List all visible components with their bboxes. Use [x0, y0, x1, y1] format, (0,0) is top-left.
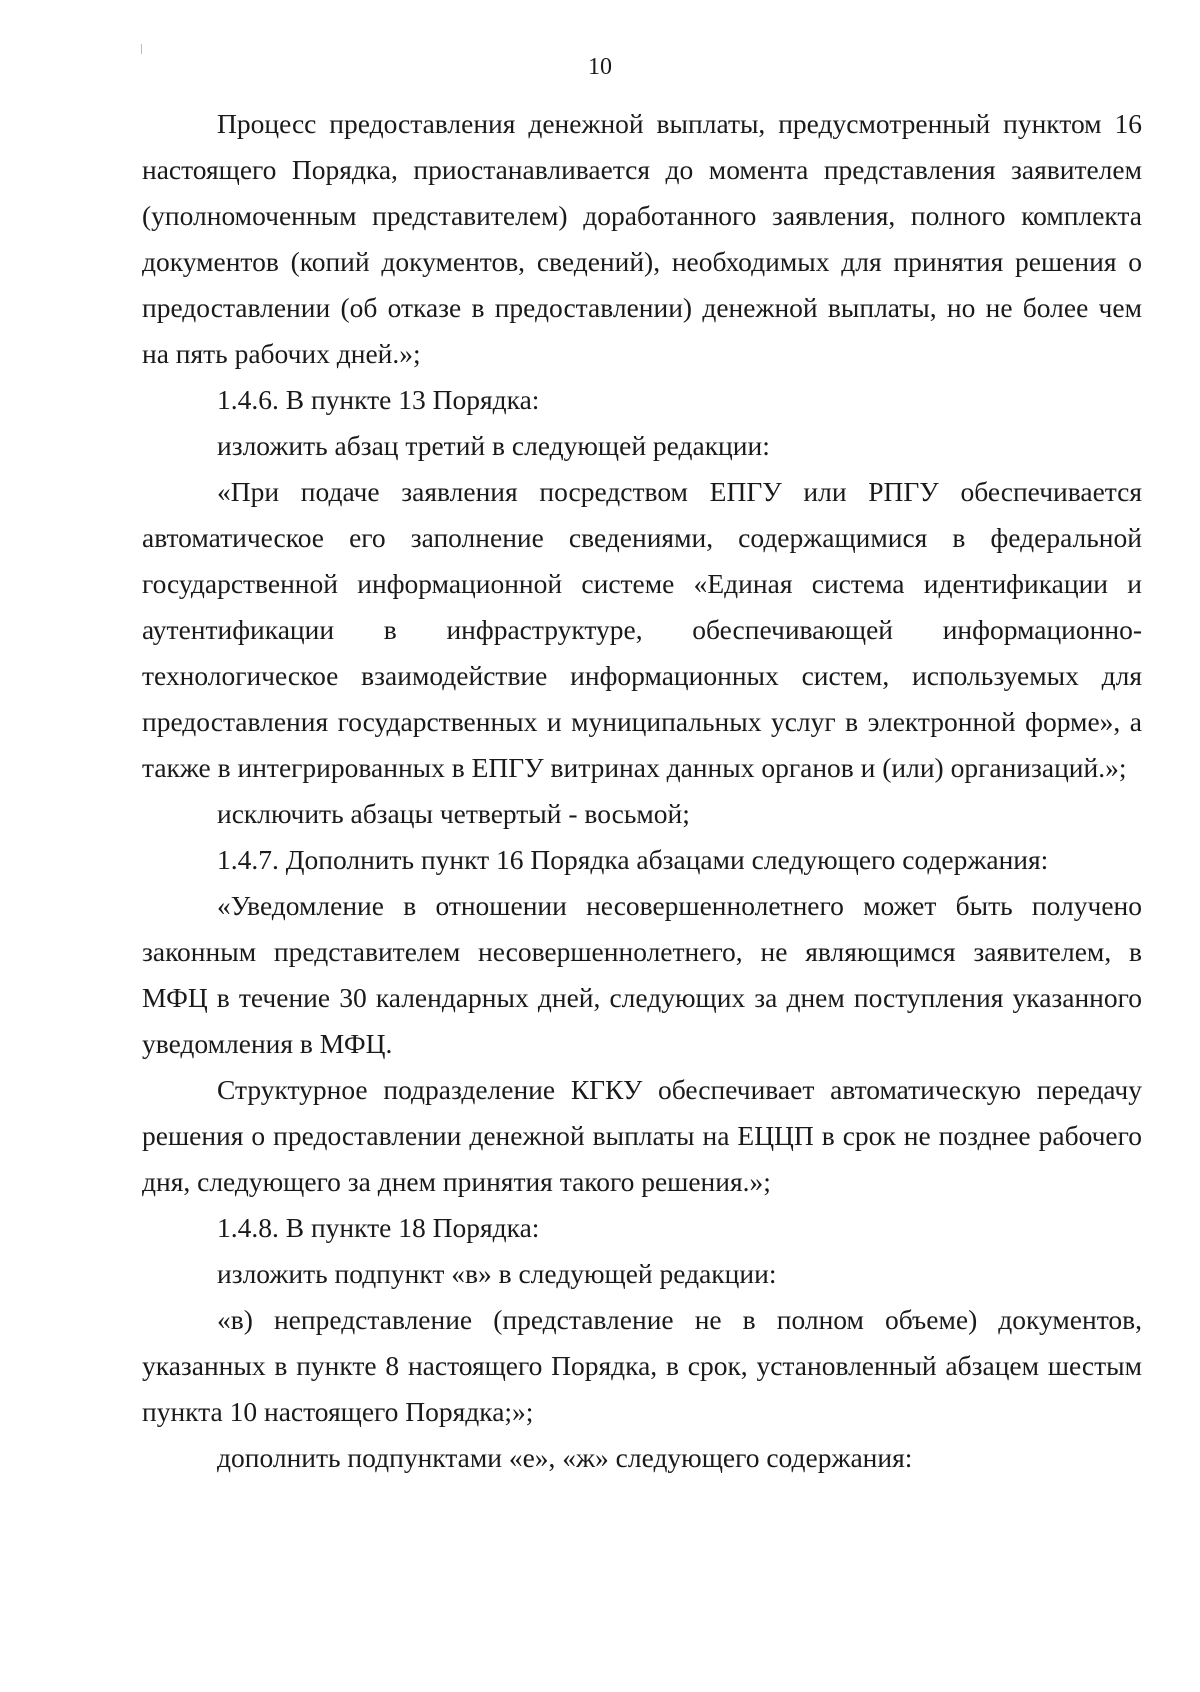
document-body	[142, 101, 1142, 1481]
paragraph-exclude-abzacs: исключить абзацы четвертый - восьмой;	[217, 798, 690, 829]
paragraph-1-4-6-heading: 1.4.6. В пункте 13 Порядка:	[217, 384, 540, 415]
paragraph-amend-subclause-v: изложить подпункт «в» в следующей редакции:	[217, 1258, 777, 1289]
paragraph-epgu-autofill: «При подаче заявления посредством ЕПГУ или РПГУ обеспечивается автоматическое его заполнение сведениями, содержащимися в федеральной государственной информационной системе «Единая система идентификации и аутентификации в инфраструктуре, обеспечивающей информационно-технологическое взаимодействие информационных систем, используемых для предоставления государственных и муниципальных услуг в электронной форме», а также в интегрированных в ЕПГУ витринах данных органов и (или) организаций.»;	[142, 476, 1142, 783]
paragraph-suspension-process: Процесс предоставления денежной выплаты, предусмотренный пунктом 16 настоящего Порядка, приостанавливается до момента представления заявителем (уполномоченным представителем) доработанного заявления, полного комплекта документов (копий документов, сведений), необходимых для принятия решения о предоставлении (об отказе в предоставлении) денежной выплаты, но не более чем на пять рабочих дней.»;	[142, 108, 1142, 369]
paragraph-subclause-v-text: «в) непредставление (представление не в полном объеме) документов, указанных в пункте 8 настоящего Порядка, в срок, установленный абзацем шестым пункта 10 настоящего Порядка;»;	[142, 1304, 1142, 1427]
page-number: 10	[588, 54, 612, 80]
paragraph-amend-third-abzac: изложить абзац третий в следующей редакции:	[217, 430, 770, 461]
paragraph-kgku-transfer: Структурное подразделение КГКУ обеспечивает автоматическую передачу решения о предоставлении денежной выплаты на ЕЦЦП в срок не позднее рабочего дня, следующего за днем принятия такого решения.»;	[142, 1074, 1142, 1197]
paragraph-minor-notification: «Уведомление в отношении несовершеннолетнего может быть получено законным представителем несовершеннолетнего, не являющимся заявителем, в МФЦ в течение 30 календарных дней, следующих за днем поступления указанного уведомления в МФЦ.	[142, 890, 1142, 1059]
paragraph-1-4-7-heading: 1.4.7. Дополнить пункт 16 Порядка абзацами следующего содержания:	[217, 844, 1049, 875]
paragraph-add-subclauses: дополнить подпунктами «е», «ж» следующего содержания:	[217, 1442, 913, 1473]
paragraph-1-4-8-heading: 1.4.8. В пункте 18 Порядка:	[217, 1212, 540, 1243]
